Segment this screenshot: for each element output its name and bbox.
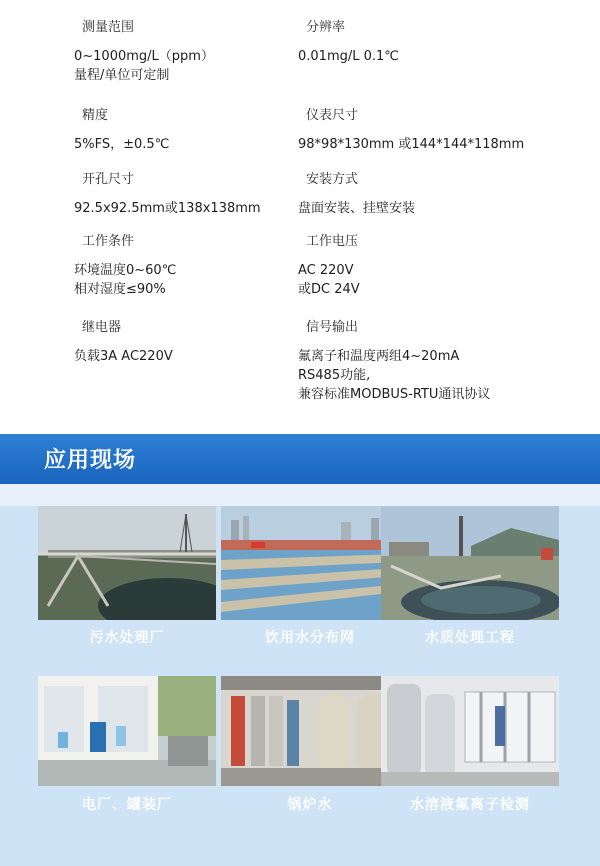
drinking-water-network-photo: [221, 506, 399, 620]
spec-value: [74, 347, 173, 366]
spec-value-line: 0.01mg/L 0.1℃: [298, 49, 399, 64]
spec-resolution: [298, 18, 399, 66]
spec-signal-output: [298, 318, 490, 404]
spec-label: 仪表尺寸: [306, 108, 359, 123]
section-title: 应用现场: [44, 448, 137, 473]
site-caption: 电厂、罐装厂: [82, 797, 172, 813]
spec-value-line: 盘面安装、挂壁安装: [298, 201, 416, 216]
spec-value-line: 氟离子和温度两组4~20mA: [298, 349, 460, 364]
spec-value: [298, 199, 415, 218]
site-caption: 锅炉水: [287, 797, 333, 813]
spec-instrument-size: [298, 106, 524, 154]
spec-working-voltage: [298, 232, 360, 299]
site-caption: 水溶液氟离子检测: [410, 797, 530, 813]
spec-value: [74, 135, 169, 154]
spec-label: 工作电压: [306, 234, 359, 249]
fluoride-detection-photo: [381, 676, 559, 786]
spec-label: 精度: [82, 108, 109, 123]
spec-value-line: 92.5x92.5mm或138x138mm: [74, 201, 261, 216]
spec-value: [298, 135, 524, 154]
spec-value-line: 0~1000mg/L（ppm）: [74, 49, 214, 64]
spec-value: [74, 47, 214, 85]
spec-label: 测量范围: [82, 20, 135, 35]
spec-value-line: RS485功能,: [298, 368, 371, 383]
spec-label: 开孔尺寸: [82, 172, 135, 187]
section-divider: [0, 484, 600, 506]
spec-value-line: AC 220V: [298, 263, 354, 278]
spec-value: [74, 261, 176, 299]
spec-value-line: 5%FS，±0.5℃: [74, 137, 170, 152]
spec-label: 分辨率: [306, 20, 346, 35]
spec-value: [74, 199, 261, 218]
spec-label: 信号输出: [306, 320, 359, 335]
spec-value-line: 兼容标准MODBUS-RTU通讯协议: [298, 387, 491, 402]
spec-value-line: 环境温度0~60℃: [74, 263, 177, 278]
site-caption: 污水处理厂: [89, 630, 165, 646]
spec-label: 安装方式: [306, 172, 359, 187]
application-section: [0, 434, 600, 866]
spec-label: 继电器: [82, 320, 122, 335]
spec-working-conditions: [74, 232, 176, 299]
power-plant-filling-line-photo: [38, 676, 216, 786]
spec-value-line: 量程/单位可定制: [74, 68, 170, 83]
boiler-water-photo: [221, 676, 399, 786]
spec-measurement-range: [74, 18, 214, 85]
spec-relay: [74, 318, 173, 366]
spec-value-line: 或DC 24V: [298, 282, 360, 297]
spec-value: [298, 47, 399, 66]
spec-accuracy: [74, 106, 169, 154]
spec-installation: [298, 170, 415, 218]
spec-value: [298, 261, 360, 299]
spec-cutout-size: [74, 170, 261, 218]
wastewater-plant-photo: [38, 506, 216, 620]
site-caption: 饮用水分布网: [265, 630, 355, 646]
spec-value-line: 负载3A AC220V: [74, 349, 173, 364]
spec-label: 工作条件: [82, 234, 135, 249]
spec-value-line: 98*98*130mm 或144*144*118mm: [298, 137, 525, 152]
spec-value-line: 相对湿度≤90%: [74, 282, 166, 297]
spec-value: [298, 347, 490, 404]
site-caption: 水质处理工程: [425, 630, 515, 646]
section-banner: [0, 434, 600, 484]
water-treatment-project-photo: [381, 506, 559, 620]
